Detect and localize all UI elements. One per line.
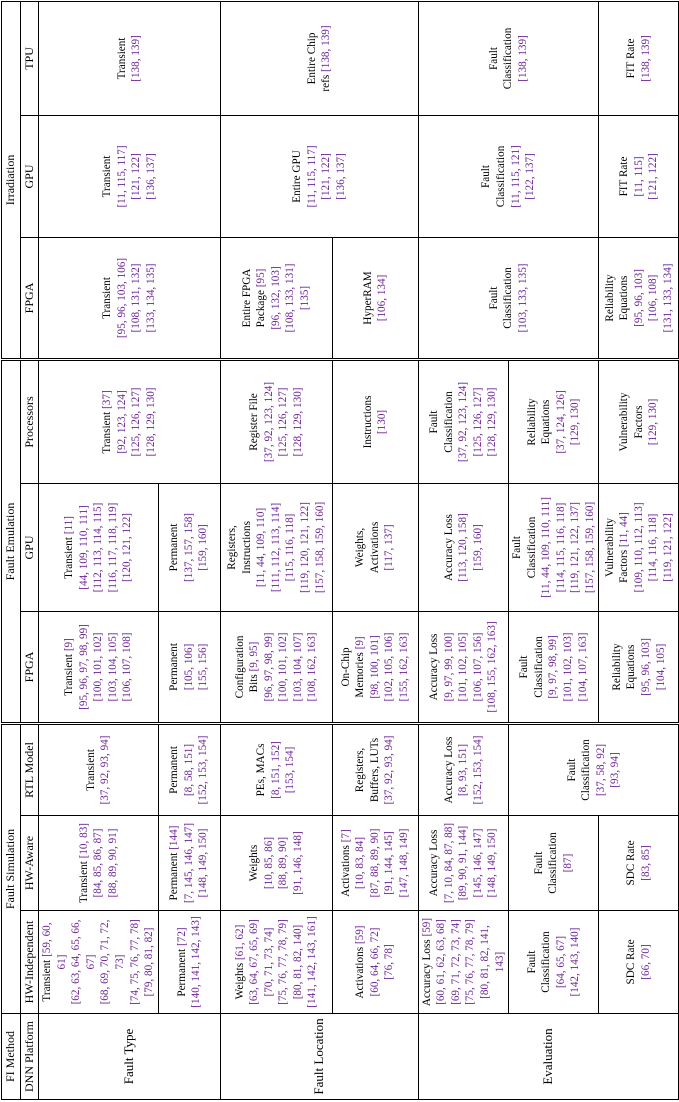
cell-line: [108, 155, 162, 163] — [486, 621, 499, 713]
cell-line: [152, 153, 154] — [471, 735, 484, 805]
cell-line: Accuracy Loss [59] — [420, 917, 433, 1007]
cell-line: Equations — [618, 275, 631, 321]
cell-ft-fpga-permanent — [158, 611, 220, 723]
cell-line: [83, 85] — [639, 845, 652, 881]
cell-line: [11, 115, 121] — [509, 145, 522, 208]
cell-line: Activations [7] — [339, 829, 352, 897]
cell-ft-hwi-transient — [39, 911, 159, 1014]
fault-injection-table — [1, 1, 679, 1100]
cell-ft-irr-gpu — [39, 115, 221, 237]
cell-line: Classification — [442, 391, 455, 453]
cell-line: [100, 101, 102] — [277, 632, 290, 702]
cell-line: [106, 134] — [376, 274, 389, 322]
cell-line: [60, 64, 66, 72] — [368, 927, 381, 997]
cell-line: Transient — [84, 749, 97, 791]
cell-line: [88, 89, 90] — [277, 836, 290, 890]
cell-line: [87] — [562, 853, 575, 873]
cell-ev-hwi-accuracy — [418, 911, 508, 1014]
cell-line: Weights — [248, 844, 261, 882]
cell-line: Instructions — [240, 521, 253, 574]
cell-line: [125, 126, 127] — [471, 387, 484, 457]
cell-fl-irr-gpu — [220, 115, 418, 237]
cell-line: [11, 44, 109, 110] — [255, 507, 268, 588]
cell-ft-rtl-permanent — [158, 723, 220, 815]
cell-line: [103, 104, 105] — [106, 632, 119, 702]
cell-line: [128, 129, 130] — [291, 387, 304, 457]
cell-line: [88, 89, 90, 91] — [106, 828, 119, 898]
cell-line: [135] — [299, 285, 312, 311]
cell-ev-hwi-sdc — [599, 911, 679, 1014]
cell-line: [95, 96, 103] — [639, 638, 652, 696]
cell-line: [95, 96, 103] — [632, 269, 645, 327]
cell-ev-irr-tpu-classification — [418, 1, 599, 115]
cell-line: [133, 134, 135] — [145, 263, 157, 333]
cell-line: HyperRAM — [361, 271, 374, 325]
cell-line: Memories [9] — [354, 636, 367, 698]
cell-ev-proc-vulnerability — [599, 359, 679, 483]
cell-line: [148, 149, 150] — [486, 828, 499, 898]
cell-line: [64, 65, 67] — [554, 935, 567, 989]
cell-line: [37, 58, 92] — [594, 743, 607, 797]
cell-line: Accuracy Loss — [442, 514, 455, 581]
cell-line: [145, 146, 147] — [471, 828, 484, 898]
cell-line: Reliability — [525, 398, 538, 446]
cell-ft-irr-fpga — [39, 237, 221, 359]
cell-line: [157, 158, 159, 160] — [313, 501, 326, 594]
cell-line: [129, 130] — [647, 398, 660, 446]
cell-ev-irr-tpu-fit — [599, 1, 679, 115]
cell-ev-hwa-classification — [509, 816, 599, 911]
cell-line: [138, 139] — [130, 35, 143, 82]
cell-line: [128, 129, 130] — [145, 387, 157, 457]
cell-ev-gpu-accuracy — [418, 483, 508, 611]
cell-line: [91, 146, 148] — [291, 831, 304, 895]
cell-line: Fault — [565, 758, 578, 782]
cell-line: Fault — [487, 46, 500, 70]
cell-fl-rtl-registers — [332, 723, 418, 815]
cell-line: [11, 115, 117] — [115, 145, 128, 208]
cell-ev-irr-fpga-equations — [599, 237, 679, 359]
platform-rtl-model: RTL Model — [20, 723, 39, 815]
cell-line: [76, 78] — [383, 944, 396, 980]
cell-line: [84, 85, 86, 87] — [92, 828, 105, 898]
cell-line: [157, 158, 159, 160] — [583, 501, 596, 594]
cell-line: [108, 133, 131] — [284, 263, 297, 333]
cell-line: Entire Chip — [305, 32, 318, 85]
cell-line: [159, 160] — [471, 524, 484, 571]
cell-line: FIT Rate — [618, 156, 631, 197]
cell-line: [11, 115, 117] — [305, 145, 318, 208]
cell-line: [111, 112, 113, 114] — [269, 502, 282, 593]
cell-line: Register File — [248, 393, 261, 451]
cell-line: Transient [10, 83] — [77, 822, 90, 904]
cell-line: Factors — [632, 405, 645, 439]
cell-fl-irr-tpu — [220, 1, 418, 115]
cell-line: Entire GPU — [291, 150, 304, 203]
cell-line: Weights, — [354, 527, 367, 568]
cell-ev-hwa-accuracy — [418, 816, 508, 911]
platform-emu-gpu: GPU — [20, 483, 39, 611]
cell-line: [141, 142, 143, 161] — [306, 916, 319, 1008]
cell-line: Fault — [518, 655, 531, 679]
cell-line: [8, 151, 152] — [269, 741, 282, 799]
cell-line: [63, 64, 67, 65, 69] — [248, 919, 261, 1005]
cell-line: [80, 81, 82, 140] — [291, 924, 304, 1000]
cell-line: Classification — [525, 516, 538, 579]
method-fault-simulation: Fault Simulation — [2, 723, 21, 1013]
cell-line: Package [95] — [255, 268, 268, 328]
method-irradiation: Irradiation — [2, 1, 21, 359]
cell-line: [93, 94] — [609, 752, 622, 788]
cell-line: Vulnerability — [603, 517, 616, 577]
cell-line: Transient — [101, 155, 114, 198]
cell-line: [95, 96, 103, 106] — [115, 257, 128, 339]
cell-line: [130] — [376, 409, 389, 435]
cell-line: [69, 71, 72, 73, 74] — [449, 919, 462, 1005]
cell-fl-rtl-pes — [220, 723, 332, 815]
cell-line: [114, 115, 116, 118] — [554, 502, 567, 593]
cell-ev-irr-gpu-fit — [599, 115, 679, 237]
cell-line: [115, 116, 118] — [284, 513, 297, 582]
cell-ev-fpga-classification — [509, 611, 599, 723]
cell-line: Factors [11, 44] — [618, 512, 631, 583]
cell-line: [103, 133, 135] — [516, 263, 529, 333]
cell-line: Equations — [540, 399, 553, 445]
cell-line: [105, 106] — [182, 643, 195, 691]
cell-line: [96, 132, 103] — [269, 266, 282, 330]
cell-line: [101, 102, 103] — [562, 632, 575, 702]
cell-fl-proc-regfile — [220, 359, 332, 483]
cell-line: Entire FPGA — [240, 268, 253, 328]
cell-line: Permanent — [168, 643, 181, 691]
cell-ev-rtl-classification — [509, 723, 679, 815]
cell-line: [121, 122] — [130, 153, 143, 200]
cell-line: [119, 120, 121, 122] — [299, 502, 312, 593]
cell-line: Transient — [115, 37, 128, 80]
cell-line: [148, 149, 150] — [197, 828, 210, 898]
cell-ft-hwa-transient — [39, 816, 159, 911]
cell-line: [136, 137] — [145, 153, 157, 200]
cell-line: Bits [9, 95] — [248, 641, 261, 693]
cell-line: [37, 92, 93, 94] — [383, 735, 396, 805]
cell-ft-gpu-permanent — [158, 483, 220, 611]
cell-line: [103, 104, 107] — [291, 632, 304, 702]
cell-ft-processors — [39, 359, 221, 483]
cell-line: [114, 116, 118] — [647, 513, 660, 582]
row-evaluation: Evaluation — [418, 1014, 679, 1100]
cell-line: [8, 93, 151] — [457, 743, 470, 797]
cell-line: [79, 80, 81, 82] — [143, 927, 156, 997]
cell-line: Activations — [368, 521, 381, 574]
cell-line: refs [138, 139] — [320, 25, 333, 92]
cell-line: [108, 162, 163] — [306, 632, 319, 702]
cell-line: [121, 122] — [647, 153, 660, 200]
cell-line: Permanent — [168, 523, 181, 572]
cell-line: [104, 107, 163] — [576, 632, 589, 702]
cell-line: Configuration — [233, 635, 246, 699]
cell-line: [98, 100, 101] — [368, 635, 381, 699]
cell-line: Classification — [502, 27, 515, 90]
cell-line: [122, 137] — [524, 153, 537, 200]
cell-ft-fpga-transient — [39, 611, 159, 723]
cell-fl-gpu-weights — [332, 483, 418, 611]
cell-line: [80, 81, 82, 141, 143] — [478, 925, 506, 999]
cell-line: Transient [37] — [101, 390, 114, 454]
cell-line: Accuracy Loss — [442, 736, 455, 804]
cell-ev-hwa-sdc — [599, 816, 679, 911]
cell-line: [109, 110, 112, 113] — [632, 502, 645, 593]
cell-fl-hwa-weights — [220, 816, 332, 911]
cell-line: Transient — [101, 277, 114, 319]
platform-processors: Processors — [20, 359, 39, 483]
cell-line: [125, 126, 127] — [130, 387, 143, 457]
cell-line: [138, 139] — [516, 35, 529, 82]
cell-line: [116, 117, 118, 119] — [106, 502, 119, 593]
cell-line: Transient [11] — [63, 516, 76, 579]
cell-line: [75, 76, 77, 78, 79] — [464, 919, 477, 1005]
fi-method-label: FI Method — [2, 1014, 21, 1100]
cell-line: [7, 145, 146, 147] — [182, 822, 195, 904]
platform-hw-independent: HW-Independent — [20, 911, 39, 1014]
cell-line: [11, 44, 109, 110, 111] — [540, 497, 553, 598]
cell-fl-fpga-config — [220, 611, 332, 723]
cell-line: [87, 88, 89, 90] — [368, 828, 381, 898]
cell-fl-proc-instructions — [332, 359, 418, 483]
cell-line: [155, 156] — [197, 643, 210, 691]
cell-line: [60, 61, 62, 63, 68] — [435, 919, 448, 1005]
cell-line: [68, 69, 70, 71, 72, 73] — [99, 919, 126, 1005]
cell-fl-irr-fpga-hyperram — [332, 237, 418, 359]
cell-ft-rtl-transient — [39, 723, 159, 815]
cell-line: [131, 133, 134] — [661, 263, 674, 333]
cell-line: [129, 130] — [569, 398, 582, 446]
cell-ev-gpu-vulnerability — [599, 483, 679, 611]
cell-line: Vulnerability — [618, 392, 631, 452]
cell-line: [75, 76, 77, 78, 79] — [277, 919, 290, 1005]
cell-line: Registers, — [226, 525, 239, 570]
cell-line: FIT Rate — [625, 38, 638, 79]
cell-line: Classification — [580, 739, 593, 801]
cell-line: [140, 141, 142, 143] — [190, 916, 203, 1008]
cell-line: Accuracy Loss — [427, 633, 440, 701]
cell-line: Classification — [532, 636, 545, 698]
cell-line: Fault — [427, 410, 440, 434]
cell-line: PEs, MACs — [255, 743, 268, 797]
cell-line: Instructions — [361, 395, 374, 449]
cell-line: [62, 63, 64, 65, 66, 67] — [70, 919, 97, 1005]
cell-line: [112, 113, 114, 115] — [92, 502, 105, 593]
cell-line: [9, 97, 98, 99] — [547, 635, 560, 699]
dnn-platform-label: DNN Platform — [20, 1014, 39, 1100]
cell-line: [119, 121, 122] — [661, 513, 674, 582]
row-fault-type: Fault Type — [39, 1014, 221, 1100]
cell-line: [153, 154] — [284, 746, 297, 794]
cell-line: Reliability — [603, 274, 616, 322]
cell-line: [142, 143, 140] — [569, 927, 582, 997]
cell-line: SDC Rate — [625, 939, 638, 985]
cell-line: Equations — [625, 644, 638, 690]
cell-line: [119, 121, 122, 137] — [569, 502, 582, 593]
cell-ft-hwi-permanent — [158, 911, 220, 1014]
cell-line: [10, 85, 86] — [262, 836, 275, 890]
cell-line: [66, 70] — [639, 944, 652, 980]
cell-line: Buffers, LUTs — [368, 737, 381, 803]
method-fault-emulation: Fault Emulation — [2, 359, 21, 723]
cell-line: [8, 58, 151] — [182, 743, 195, 797]
cell-line: [7, 10, 84, 87, 88] — [442, 822, 455, 904]
cell-ev-proc-classification — [418, 359, 508, 483]
cell-line: [101, 102, 105] — [457, 632, 470, 702]
platform-emu-fpga: FPGA — [20, 611, 39, 723]
cell-line: [113, 120, 158] — [457, 513, 470, 582]
cell-line: Reliability — [610, 643, 623, 691]
platform-irr-tpu: TPU — [20, 1, 39, 115]
row-fault-location: Fault Location — [220, 1014, 418, 1100]
cell-ev-proc-equations — [509, 359, 599, 483]
cell-line: Fault — [511, 535, 524, 559]
cell-fl-gpu-registers — [220, 483, 332, 611]
cell-fl-hwi-weights — [220, 911, 332, 1014]
cell-fl-hwi-activations — [332, 911, 418, 1014]
cell-line: [102, 105, 106] — [383, 632, 396, 702]
cell-line: Classification — [502, 267, 515, 329]
cell-ev-irr-gpu-classification — [418, 115, 599, 237]
cell-line: Classification — [547, 832, 560, 894]
cell-line: [155, 162, 163] — [398, 632, 411, 702]
cell-line: Registers, — [354, 747, 367, 793]
cell-line: Permanent — [168, 746, 181, 794]
cell-line: Transient [9] — [63, 638, 76, 696]
cell-line: Permanent [72] — [175, 927, 188, 997]
cell-line: [108, 131, 132] — [130, 263, 143, 333]
cell-line: [159, 160] — [197, 524, 210, 571]
platform-hw-aware: HW-Aware — [20, 816, 39, 911]
cell-line: [10, 83, 84] — [354, 836, 367, 890]
cell-line: [106, 107, 156] — [471, 632, 484, 702]
cell-line: Fault — [480, 164, 493, 188]
cell-ev-fpga-accuracy — [418, 611, 508, 723]
cell-line: [37, 124, 126] — [554, 390, 567, 454]
cell-line: [9, 97, 99, 100] — [442, 632, 455, 702]
cell-line: Transient [59, 60, 61] — [41, 922, 68, 1002]
cell-line: SDC Rate — [625, 840, 638, 886]
cell-line: Permanent [144] — [168, 825, 181, 901]
cell-line: [125, 126, 127] — [277, 387, 290, 457]
cell-line: Fault — [532, 851, 545, 875]
cell-line: [70, 71, 73, 74] — [262, 927, 275, 997]
cell-ft-hwa-permanent — [158, 816, 220, 911]
cell-line: [37, 92, 123, 124] — [262, 381, 275, 463]
cell-line: Accuracy Loss — [427, 829, 440, 897]
platform-irr-gpu: GPU — [20, 115, 39, 237]
cell-line: [121, 122] — [320, 153, 333, 200]
cell-line: [147, 148, 149] — [398, 828, 411, 898]
cell-line: [92, 123, 124] — [115, 390, 128, 454]
cell-ev-hwi-classification — [509, 911, 599, 1014]
cell-line: [117, 137] — [383, 524, 396, 571]
cell-ev-gpu-classification — [509, 483, 599, 611]
cell-line: [106, 107, 108] — [121, 632, 134, 702]
cell-line: [95, 96, 97, 98, 99] — [77, 624, 90, 710]
cell-line: Weights [61, 62] — [233, 924, 246, 1000]
cell-line: [100, 101, 102] — [92, 632, 105, 702]
cell-line: [91, 144, 145] — [383, 831, 396, 895]
cell-line: [96, 97, 98, 99] — [262, 632, 275, 702]
cell-fl-fpga-onchip — [332, 611, 418, 723]
cell-ft-gpu-transient — [39, 483, 159, 611]
cell-fl-irr-fpga-package — [220, 237, 332, 359]
platform-irr-fpga: FPGA — [20, 237, 39, 359]
cell-line: [136, 137] — [334, 153, 347, 200]
cell-line: On-Chip — [339, 647, 352, 687]
cell-line: [128, 129, 130] — [486, 387, 499, 457]
cell-line: [37, 92, 93, 94] — [99, 735, 112, 805]
cell-line: Classification — [495, 145, 507, 208]
cell-line: [137, 157, 158] — [182, 512, 195, 582]
cell-ev-rtl-accuracy — [418, 723, 508, 815]
cell-line: [106, 108] — [647, 274, 660, 322]
cell-line: Fault — [525, 950, 538, 974]
cell-line: [89, 90, 91, 144] — [457, 825, 470, 901]
cell-line: Fault — [487, 286, 500, 310]
cell-line: [152, 153, 154] — [197, 735, 210, 805]
cell-fl-hwa-activations — [332, 816, 418, 911]
cell-line: [37, 92, 123, 124] — [457, 381, 470, 463]
cell-line: [138, 139] — [639, 35, 652, 82]
cell-ev-irr-fpga-classification — [418, 237, 599, 359]
cell-line: [74, 75, 76, 77, 78] — [128, 919, 141, 1005]
cell-line: [120, 121, 122] — [121, 512, 134, 582]
cell-line: Activations [59] — [354, 925, 367, 999]
cell-ft-irr-tpu — [39, 1, 221, 115]
cell-line: [44, 109, 110, 111] — [77, 505, 90, 590]
cell-line: [104, 105] — [654, 643, 667, 691]
cell-line: Classification — [540, 931, 553, 993]
cell-line: [11, 115] — [632, 156, 645, 197]
cell-ev-fpga-equations — [599, 611, 679, 723]
